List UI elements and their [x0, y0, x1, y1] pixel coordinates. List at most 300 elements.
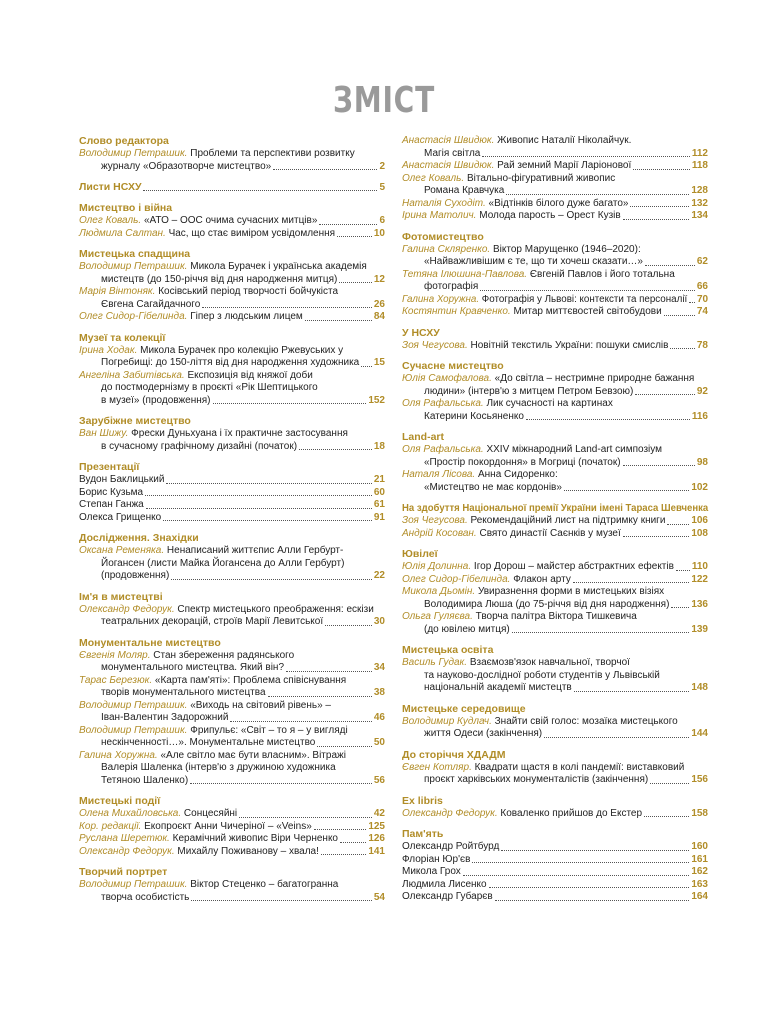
- leader-dots: [305, 320, 372, 321]
- entry-title-text: Валерія Шаленка (інтерв'ю з дружиною художника: [101, 762, 336, 773]
- entry-author: Ангеліна Забитівська.: [79, 369, 185, 381]
- entry-author: Володимир Петрашик.: [79, 724, 188, 736]
- toc-line: [79, 311, 385, 324]
- leader-dots: [463, 875, 690, 876]
- entry-text-line: [79, 512, 161, 525]
- toc-entry: [79, 345, 385, 370]
- entry-title-text: Лик сучасності на картинах: [486, 398, 613, 409]
- leader-dots: [268, 696, 372, 697]
- toc-entry: [402, 444, 708, 469]
- toc-line: [79, 700, 385, 713]
- page-number: 139: [691, 623, 708, 635]
- page-number: 108: [691, 527, 708, 539]
- section-title: Мистецькі події: [79, 795, 161, 807]
- toc-line: [402, 515, 708, 528]
- page-number: 106: [691, 515, 708, 526]
- entry-text-line: [79, 299, 200, 312]
- entry-text-line: [79, 662, 284, 675]
- page-number: 161: [691, 853, 708, 865]
- toc-line: [79, 474, 385, 487]
- leader-dots: [671, 607, 689, 608]
- toc-line: [79, 441, 385, 454]
- toc-line: [79, 879, 385, 892]
- toc-entry: [79, 487, 385, 500]
- entry-text-line: [79, 879, 338, 892]
- entry-author: Юлія Самофалова.: [402, 373, 492, 384]
- entry-author: Олена Михайловська.: [79, 808, 182, 819]
- entry-text-line: [79, 382, 318, 395]
- section-title: Музеї та колекції: [79, 331, 166, 344]
- leader-dots: [166, 483, 371, 484]
- toc-line: [79, 687, 385, 700]
- entry-text-line: [402, 244, 641, 257]
- entry-text-line: [402, 444, 662, 457]
- toc-line: [79, 750, 385, 763]
- entry-title-text: монументального мистецтва. Який він?: [101, 662, 285, 673]
- toc-line: [79, 345, 385, 358]
- leader-dots: [689, 302, 695, 303]
- toc-entry: [79, 675, 385, 700]
- toc-line: [79, 357, 385, 370]
- toc-entry: [79, 148, 385, 173]
- entry-title-text: (до ювілею митця): [424, 623, 510, 635]
- toc-line: [79, 274, 385, 287]
- toc-line: [79, 499, 385, 512]
- page-number: 38: [373, 687, 385, 698]
- entry-author: Олег Коваль.: [402, 172, 465, 184]
- toc-line: [79, 181, 385, 194]
- toc-entry: [402, 398, 708, 423]
- leader-dots: [512, 632, 690, 633]
- section-title: Слово редактора: [79, 135, 169, 147]
- entry-title-text: нескінченності…». Монументальне мистецтво: [101, 737, 316, 748]
- page-number: 22: [373, 570, 385, 581]
- page-number: 56: [373, 774, 385, 786]
- entry-title-text: Фрипульє: «Світ – то я – у вигляді: [190, 724, 348, 736]
- page-number: 144: [691, 728, 708, 739]
- entry-text-line: [402, 728, 542, 741]
- toc-entry: [79, 512, 385, 525]
- toc-line: [79, 616, 385, 629]
- entry-title-text: «До світла – нестримне природне бажання: [494, 373, 695, 384]
- leader-dots: [650, 783, 689, 784]
- page-number: 98: [696, 456, 708, 468]
- entry-title-text: Микола Бурачек і українська академія: [190, 261, 367, 272]
- entry-text-line: [402, 611, 637, 624]
- entry-title-text: Молода парость – Орест Кузів: [479, 210, 621, 221]
- toc-line: [79, 821, 385, 834]
- toc-section: [402, 327, 708, 353]
- toc-entry: [402, 173, 708, 198]
- toc-entry: [402, 515, 708, 528]
- toc-section: [79, 135, 385, 173]
- toc-section: [79, 637, 385, 788]
- section-title: Презентації: [79, 461, 140, 473]
- leader-dots: [472, 862, 689, 863]
- entry-title-text: Сонцесяйні: [183, 808, 238, 819]
- toc-line: [402, 398, 708, 411]
- entry-title-text: «АТО – ООС очима сучасних митців»: [143, 215, 318, 226]
- entry-text-line: [402, 515, 665, 528]
- page-number: 148: [691, 682, 708, 693]
- leader-dots: [480, 290, 695, 291]
- entry-title-text: Знайти свій голос: мозаїка мистецького: [494, 715, 678, 727]
- toc-entry: [402, 866, 708, 879]
- entry-title-text: «Відтінків білого дуже багато»: [488, 197, 629, 209]
- page-number: 110: [691, 561, 708, 572]
- entry-text-line: [79, 725, 348, 738]
- entry-title-text: Борис Кузьма: [79, 486, 144, 498]
- entry-text-line: [402, 891, 493, 904]
- entry-text-line: [79, 311, 303, 324]
- entry-author: Галина Скляренко.: [402, 243, 491, 255]
- entry-title-text: Віктор Стеценко – багатогранна: [190, 879, 339, 890]
- entry-author: Ван Шижу.: [79, 428, 129, 439]
- page-title: ЗМІСТ: [332, 80, 436, 121]
- entry-title-text: Йогансен (листи Майка Йогансена до Алли Гербурт): [101, 557, 345, 569]
- leader-dots: [143, 190, 377, 191]
- toc-line: [402, 244, 708, 257]
- entry-author: Галина Хоружна.: [402, 293, 480, 305]
- toc-section: [402, 360, 708, 423]
- page-number: 125: [368, 820, 385, 832]
- toc-line: [402, 586, 708, 599]
- entry-text-line: [79, 775, 188, 788]
- entry-text-line: [402, 528, 621, 541]
- page-number: 42: [373, 808, 385, 819]
- toc-entry: [402, 306, 708, 319]
- toc-entry: [79, 604, 385, 629]
- entry-title-text: Рай земний Марії Ларіонової: [497, 160, 632, 171]
- toc-entry: [79, 261, 385, 286]
- toc-entry: [402, 528, 708, 541]
- page-number: 21: [373, 474, 385, 485]
- toc-section-heading-row: [79, 181, 385, 194]
- toc-line: [402, 866, 708, 879]
- leader-dots: [645, 265, 695, 266]
- entry-text-line: [79, 892, 189, 905]
- toc-line: [402, 682, 708, 695]
- leader-dots: [361, 366, 372, 367]
- entry-author: Андрій Косован.: [402, 527, 477, 539]
- entry-author: Олег Коваль.: [79, 215, 142, 226]
- toc-entry: [402, 561, 708, 574]
- page-number: 70: [697, 293, 709, 305]
- page-number: 30: [373, 616, 385, 627]
- entry-title-text: в музеї» (продовження): [101, 394, 211, 406]
- toc-entry: [79, 725, 385, 750]
- entry-author: Тетяна Ілюшина-Павлова.: [402, 268, 528, 280]
- section-title: Творчий портрет: [79, 866, 168, 878]
- toc-entry: [79, 846, 385, 859]
- entry-text-line: [79, 441, 297, 454]
- entry-title-text: Олександр Губарєв: [402, 891, 493, 902]
- entry-text-line: [79, 161, 271, 174]
- entry-title-text: Флакон арту: [513, 573, 571, 585]
- entry-author: Анастасія Швидюк.: [402, 160, 495, 171]
- entry-text-line: [79, 215, 317, 228]
- entry-title-text: Рекомендаційний лист на підтримку книги: [470, 515, 666, 526]
- page-number: 102: [691, 481, 708, 493]
- entry-title-text: Стан збереження радянського: [153, 649, 295, 661]
- toc-entry: [79, 215, 385, 228]
- entry-author: Василь Гудак.: [402, 657, 468, 668]
- entry-text-line: [79, 570, 169, 583]
- page-number: 160: [691, 841, 708, 852]
- entry-title-text: «Мистецтво не має кордонів»: [424, 481, 562, 493]
- toc-entry: [402, 586, 708, 611]
- section-title: Мистецька освіта: [402, 644, 494, 656]
- entry-text-line: [402, 774, 648, 787]
- entry-author: Марія Вінтоняк.: [79, 286, 156, 297]
- toc-line: [402, 716, 708, 729]
- entry-author: Зоя Чегусова.: [402, 339, 468, 351]
- section-title: Листи НСХУ: [79, 181, 142, 193]
- toc-section: [79, 248, 385, 324]
- toc-entry: [79, 228, 385, 241]
- entry-author: Микола Дьомін.: [402, 586, 476, 597]
- toc-line: [79, 808, 385, 821]
- entry-title-text: Ненаписаний життєпис Алли Гербурт-: [166, 545, 344, 556]
- entry-title-text: Євгеній Павлов і його тотальна: [529, 268, 675, 280]
- entry-text-line: [79, 616, 323, 629]
- entry-title-text: фотографія: [424, 281, 479, 292]
- toc-line: [402, 574, 708, 587]
- toc-entry: [402, 244, 708, 269]
- entry-title-text: Косівський період творчості бойчукіста: [158, 286, 339, 297]
- entry-text-line: [402, 762, 684, 775]
- entry-title-text: «Але світло має бути власним». Вітражі: [160, 749, 346, 761]
- leader-dots: [299, 449, 372, 450]
- toc-entry: [402, 574, 708, 587]
- leader-dots: [163, 520, 372, 521]
- entry-text-line: [402, 281, 478, 294]
- entry-title-text: Коваленко прийшов до Екстер: [500, 807, 643, 819]
- entry-text-line: [79, 395, 211, 408]
- section-title: Сучасне мистецтво: [402, 360, 504, 372]
- toc-line: [402, 774, 708, 787]
- page-number: 18: [373, 440, 385, 452]
- entry-author: Ольга Гуляєва.: [402, 611, 473, 622]
- entry-title-text: Спектр мистецького преображення: ескізи: [177, 603, 374, 615]
- entry-text-line: [402, 574, 571, 587]
- toc-entry: [402, 854, 708, 867]
- entry-text-line: [402, 173, 615, 186]
- toc-entry: [402, 135, 708, 160]
- toc-entry: [79, 879, 385, 904]
- leader-dots: [506, 194, 689, 195]
- page-number: 136: [691, 598, 708, 610]
- entry-author: Наталя Лісова.: [402, 469, 476, 480]
- entry-text-line: [402, 879, 487, 892]
- toc-line: [402, 185, 708, 198]
- entry-title-text: Творча палітра Віктора Тишкевича: [475, 611, 637, 622]
- toc-line: [79, 512, 385, 525]
- toc-entry: [402, 469, 708, 494]
- entry-text-line: [79, 148, 355, 161]
- leader-dots: [526, 419, 690, 420]
- page-number: 156: [691, 774, 708, 785]
- entry-text-line: [402, 561, 674, 574]
- toc-entry: [79, 750, 385, 788]
- toc-line: [402, 469, 708, 482]
- entry-text-line: [79, 286, 338, 299]
- leader-dots: [623, 465, 695, 466]
- entry-text-line: [79, 558, 344, 571]
- toc-line: [79, 846, 385, 859]
- toc-line: [402, 657, 708, 670]
- entry-author: Наталія Суходіт.: [402, 197, 486, 209]
- toc-section: [79, 532, 385, 583]
- section-title: Зарубіжне мистецтво: [79, 415, 191, 427]
- entry-title-text: Фотографія у Львові: контексти та персоналії: [481, 293, 688, 305]
- toc-line: [402, 624, 708, 637]
- toc-line: [402, 386, 708, 399]
- page-number: 152: [368, 394, 385, 406]
- entry-text-line: [402, 599, 669, 612]
- entry-author: Євгенія Моляр.: [79, 649, 151, 661]
- entry-author: Володимир Петрашик.: [79, 261, 188, 272]
- entry-title-text: Степан Ганжа: [79, 499, 144, 510]
- toc-entry: [79, 311, 385, 324]
- toc-line: [79, 833, 385, 846]
- section-title: Монументальне мистецтво: [79, 636, 221, 649]
- leader-dots: [573, 582, 689, 583]
- entry-title-text: «Карта пам'яті»: Проблема співіснування: [154, 674, 347, 686]
- entry-text-line: [402, 293, 688, 307]
- entry-title-text: Тетяною Шаленко): [101, 774, 189, 786]
- entry-text-line: [79, 357, 359, 370]
- entry-text-line: [402, 256, 643, 269]
- toc-line: [402, 808, 708, 821]
- leader-dots: [623, 536, 690, 537]
- page-number: 66: [696, 281, 708, 292]
- toc-entry: [402, 160, 708, 173]
- entry-title-text: Проблеми та перспективи розвитку: [190, 148, 355, 159]
- toc-line: [402, 160, 708, 173]
- entry-text-line: [79, 821, 312, 834]
- entry-text-line: [402, 457, 621, 470]
- entry-text-line: [79, 474, 164, 487]
- entry-text-line: [402, 624, 510, 637]
- entry-title-text: «Виходь на світовий рівень» –: [190, 699, 331, 711]
- toc-line: [79, 604, 385, 617]
- toc-entry: [79, 545, 385, 583]
- leader-dots: [544, 737, 689, 738]
- toc-entry: [402, 808, 708, 821]
- entry-title-text: Михайлу Поживанову – хвала!: [177, 845, 319, 857]
- page-number: 116: [691, 410, 708, 422]
- page-number: 54: [373, 891, 385, 903]
- toc-line: [79, 395, 385, 408]
- toc-entry: [402, 294, 708, 307]
- toc-line: [79, 261, 385, 274]
- page-number: 126: [368, 833, 385, 844]
- entry-text-line: [402, 160, 631, 173]
- leader-dots: [319, 224, 377, 225]
- entry-author: Оля Рафальська.: [402, 444, 484, 455]
- entry-title-text: Ігор Дорош – майстер абстрактних ефектів: [473, 561, 674, 572]
- leader-dots: [239, 817, 372, 818]
- leader-dots: [339, 282, 372, 283]
- leader-dots: [664, 315, 695, 316]
- toc-section: [402, 502, 708, 540]
- toc-line: [402, 340, 708, 353]
- entry-title-text: XXIV міжнародний Land-art симпозіум: [486, 444, 663, 455]
- toc-line: [402, 841, 708, 854]
- entry-text-line: [79, 274, 337, 287]
- leader-dots: [273, 169, 377, 170]
- entry-title-text: Катерини Косьяненко: [424, 410, 524, 422]
- page-number: 46: [373, 712, 385, 723]
- page-number: 112: [691, 147, 708, 159]
- toc-line: [402, 891, 708, 904]
- leader-dots: [676, 570, 690, 571]
- toc-section: [402, 828, 708, 904]
- toc-line: [79, 215, 385, 228]
- entry-text-line: [402, 269, 675, 282]
- entry-text-line: [79, 687, 266, 700]
- entry-text-line: [79, 833, 338, 846]
- entry-title-text: мистецтв (до 150-річчя від дня народження митця): [101, 273, 338, 285]
- entry-text-line: [79, 487, 143, 500]
- entry-author: Галина Хоружна.: [79, 749, 158, 761]
- toc-section: [79, 181, 385, 194]
- section-title: Land-art: [402, 431, 444, 443]
- page-number: 118: [691, 160, 708, 171]
- entry-title-text: Флоріан Юр'єв: [402, 853, 471, 865]
- leader-dots: [574, 691, 690, 692]
- page-number: 164: [691, 891, 708, 902]
- toc-section: [79, 591, 385, 629]
- leader-dots: [630, 206, 689, 207]
- page-number: 60: [373, 486, 385, 498]
- section-title: У НСХУ: [402, 326, 440, 339]
- section-title: Мистецька спадщина: [79, 248, 191, 260]
- entry-author: Олег Сидор-Гібелинда.: [402, 573, 511, 585]
- leader-dots: [644, 816, 689, 817]
- toc-line: [79, 712, 385, 725]
- entry-author: Олександр Федорук.: [79, 845, 175, 857]
- entry-text-line: [402, 716, 678, 729]
- entry-author: Кор. редакції.: [79, 820, 142, 832]
- entry-text-line: [79, 499, 144, 512]
- entry-text-line: [79, 261, 367, 274]
- toc-line: [402, 411, 708, 424]
- entry-title-text: Микола Грох: [402, 866, 461, 877]
- toc-line: [79, 662, 385, 675]
- entry-text-line: [402, 682, 572, 695]
- toc-line: [402, 173, 708, 186]
- entry-author: Анастасія Швидюк.: [402, 135, 495, 146]
- entry-title-text: Митар миттєвостей світобудови: [513, 306, 662, 317]
- entry-title-text: творча особистість: [101, 891, 190, 903]
- toc-entry: [402, 198, 708, 211]
- page-number: 62: [696, 256, 708, 267]
- entry-text-line: [79, 345, 343, 358]
- toc-line: [79, 892, 385, 905]
- page-number: 2: [379, 160, 385, 172]
- page-number: 134: [691, 210, 708, 221]
- leader-dots: [623, 219, 690, 220]
- toc-line: [79, 161, 385, 174]
- toc-line: [79, 675, 385, 688]
- leader-dots: [667, 524, 689, 525]
- entry-title-text: Погребищі: до 150-ліття від дня народження художника: [101, 357, 360, 368]
- entry-text-line: [402, 841, 499, 854]
- toc-entry: [79, 370, 385, 408]
- toc-entry: [402, 879, 708, 892]
